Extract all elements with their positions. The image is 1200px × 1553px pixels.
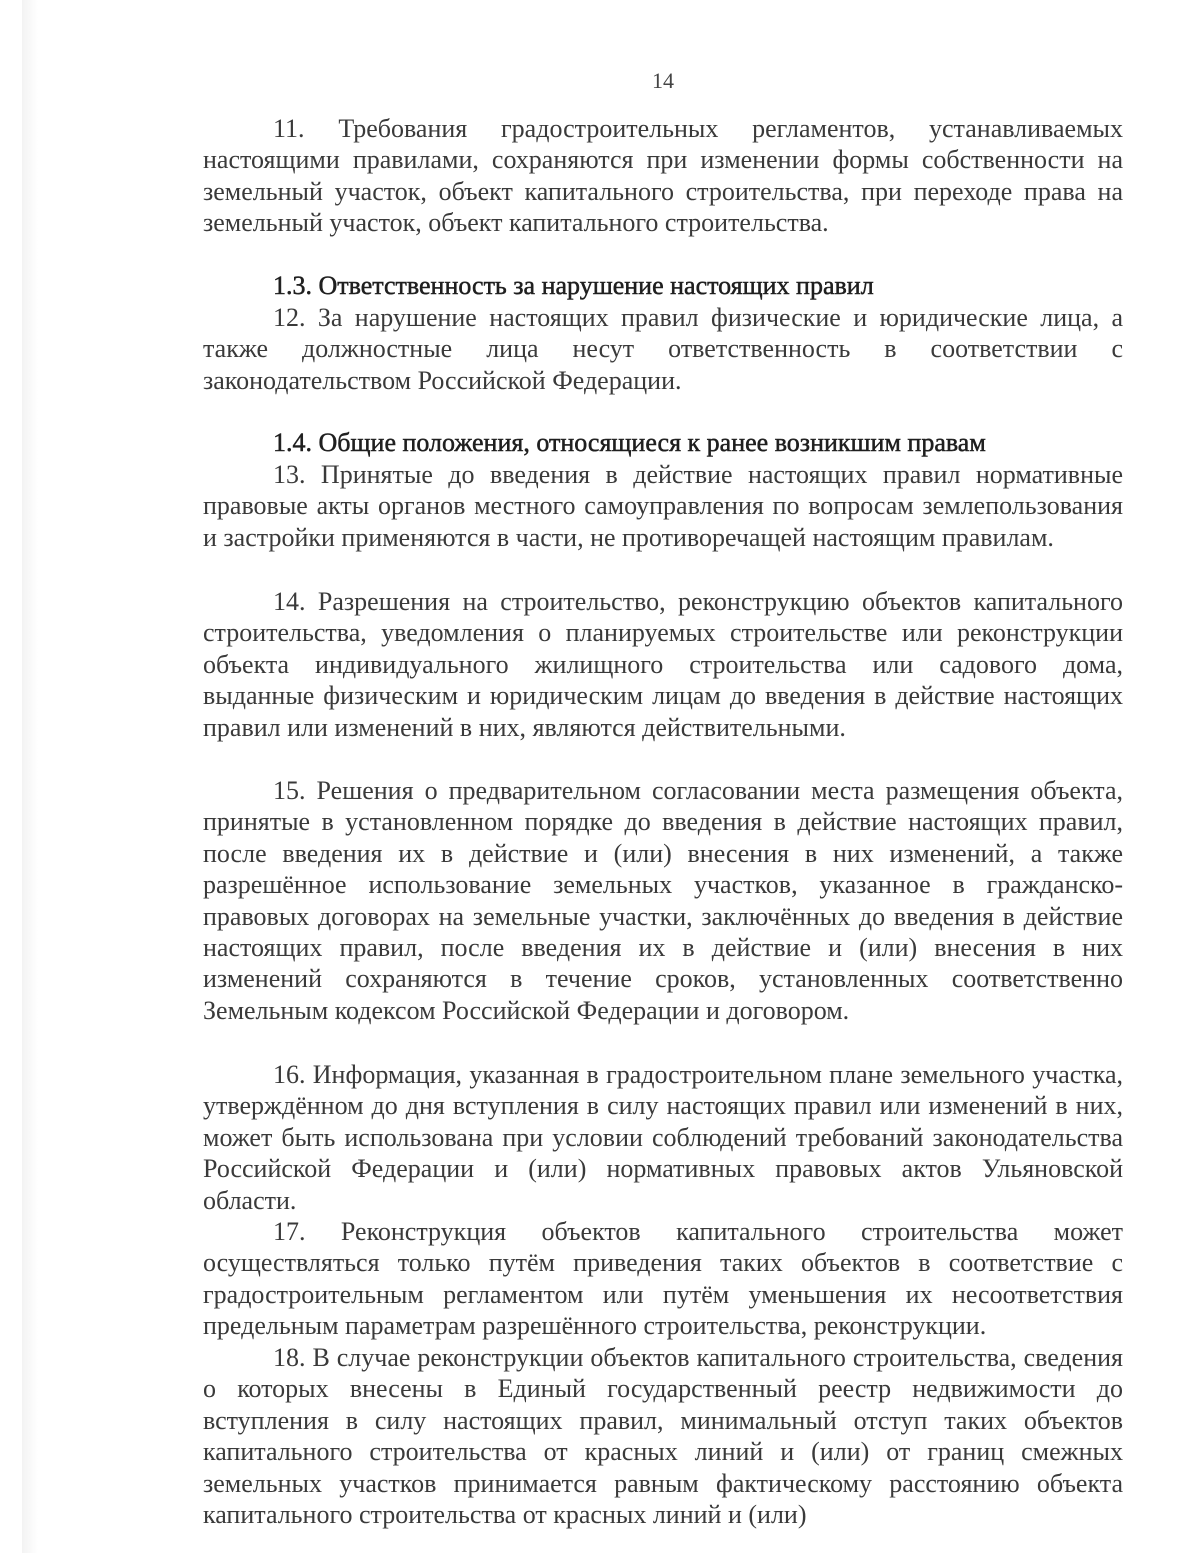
page-number: 14: [652, 68, 674, 93]
section-heading-1-4: 1.4. Общие положения, относящиеся к ранее возникшим правам: [273, 428, 986, 457]
paragraph-13: 13. Принятые до введения в действие настоящих правил нормативные правовые акты органов местного самоуправления по вопросам землепользования и застройки применяются в части, не противоречащей настоящим правилам.: [203, 460, 1123, 552]
paragraph-16: 16. Информация, указанная в градостроительном плане земельного участка, утверждённом до дня вступления в силу настоящих правил или изменений в них, может быть использована при условии соблюдений требований законодательства Российской Федерации и (или) нормативных правовых актов Ульяновской области.: [203, 1060, 1123, 1215]
scan-edge-shadow: [22, 0, 38, 1553]
paragraph-14: 14. Разрешения на строительство, реконструкцию объектов капитального строительства, уведомления о планируемых строительстве или реконструкции объекта индивидуального жилищного строительства или садового дома, выданные физическим и юридическим лицам до введения в действие настоящих правил или изменений в них, являются действительными.: [203, 587, 1123, 742]
paragraph-12: 12. За нарушение настоящих правил физические и юридические лица, а также должностные лица несут ответственность в соответствии с законодательством Российской Федерации.: [203, 303, 1123, 395]
paragraph-11: 11. Требования градостроительных регламентов, устанавливаемых настоящими правилами, сохраняются при изменении формы собственности на земельный участок, объект капитального строительства, при переходе права на земельный участок, объект капитального строительства.: [203, 114, 1123, 238]
paragraph-18: 18. В случае реконструкции объектов капитального строительства, сведения о которых внесены в Единый государственный реестр недвижимости до вступления в силу настоящих правил, минимальный отступ таких объектов капитального строительства от красных линий и (или) от границ смежных земельных участков принимается равным фактическому расстоянию объекта капитального строительства от красных линий и (или): [203, 1343, 1123, 1530]
paragraph-15: 15. Решения о предварительном согласовании места размещения объекта, принятые в установленном порядке до введения в действие настоящих правил, после введения их в действие и (или) внесения в них изменений, а также разрешённое использование земельных участков, указанное в гражданско-правовых договорах на земельные участки, заключённых до введения в действие настоящих правил, после введения их в действие и (или) внесения в них изменений сохраняются в течение сроков, установленных соответственно Земельным кодексом Российской Федерации и договором.: [203, 776, 1123, 1025]
paragraph-17: 17. Реконструкция объектов капитального строительства может осуществляться только путём приведения таких объектов в соответствие с градостроительным регламентом или путём уменьшения их несоответствия предельным параметрам разрешённого строительства, реконструкции.: [203, 1217, 1123, 1341]
section-heading-1-3: 1.3. Ответственность за нарушение настоящих правил: [273, 271, 874, 300]
